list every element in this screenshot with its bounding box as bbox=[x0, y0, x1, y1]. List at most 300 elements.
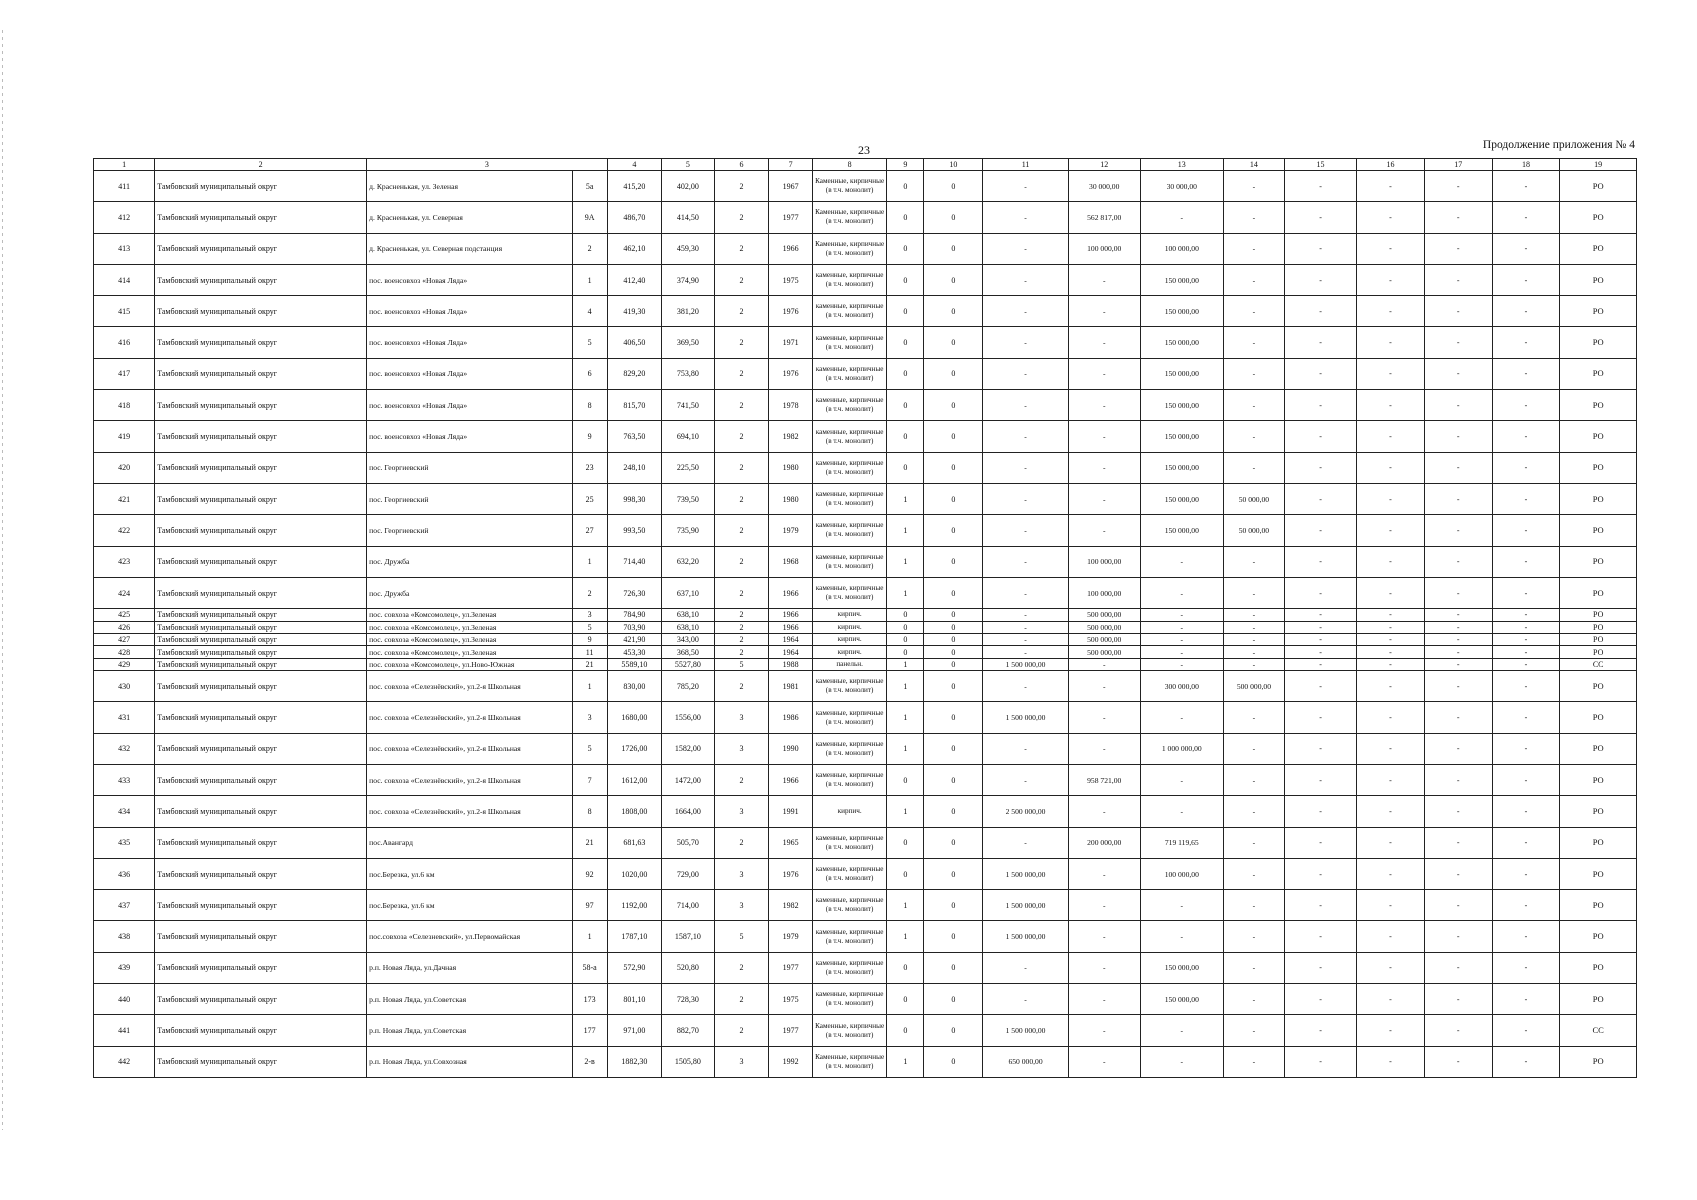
cost-14: - bbox=[1223, 233, 1284, 264]
flag-9: 0 bbox=[887, 633, 924, 645]
table-row bbox=[94, 765, 1637, 796]
column-number-header: 11 bbox=[983, 159, 1068, 171]
house-number: 7 bbox=[572, 765, 607, 796]
cost-15: - bbox=[1285, 658, 1357, 670]
wall-material: кирпич. bbox=[812, 633, 886, 645]
floors: 2 bbox=[714, 390, 769, 421]
cost-18: - bbox=[1492, 671, 1560, 702]
row-number: 442 bbox=[94, 1046, 155, 1077]
flag-10: 0 bbox=[924, 671, 983, 702]
program-code: РО bbox=[1560, 609, 1637, 621]
flag-10: 0 bbox=[924, 858, 983, 889]
wall-material: каменные, кирпичные (в т.ч. монолит) bbox=[812, 327, 886, 358]
cost-16: - bbox=[1357, 171, 1425, 202]
cost-17: - bbox=[1424, 483, 1492, 514]
cost-12: - bbox=[1068, 671, 1140, 702]
cost-17: - bbox=[1424, 796, 1492, 827]
house-number: 92 bbox=[572, 858, 607, 889]
wall-material: каменные, кирпичные (в т.ч. монолит) bbox=[812, 358, 886, 389]
table-row bbox=[94, 577, 1637, 608]
cost-13: - bbox=[1140, 765, 1223, 796]
column-number-header: 19 bbox=[1560, 159, 1637, 171]
cost-18: - bbox=[1492, 358, 1560, 389]
cost-17: - bbox=[1424, 609, 1492, 621]
cost-12: - bbox=[1068, 733, 1140, 764]
total-area: 763,50 bbox=[607, 421, 662, 452]
floors: 2 bbox=[714, 358, 769, 389]
wall-material: каменные, кирпичные (в т.ч. монолит) bbox=[812, 952, 886, 983]
year-built: 1978 bbox=[769, 390, 813, 421]
program-code: РО bbox=[1560, 671, 1637, 702]
house-number: 2 bbox=[572, 577, 607, 608]
wall-material: каменные, кирпичные (в т.ч. монолит) bbox=[812, 577, 886, 608]
cost-13: - bbox=[1140, 646, 1223, 658]
row-number: 441 bbox=[94, 1015, 155, 1046]
address: р.п. Новая Ляда, ул.Совхозная bbox=[367, 1046, 572, 1077]
total-area: 412,40 bbox=[607, 264, 662, 295]
district: Тамбовский муниципальный округ bbox=[155, 765, 367, 796]
program-code: РО bbox=[1560, 421, 1637, 452]
cost-15: - bbox=[1285, 621, 1357, 633]
cost-11: - bbox=[983, 296, 1068, 327]
address: пос. военсовхоз «Новая Ляда» bbox=[367, 264, 572, 295]
flag-10: 0 bbox=[924, 702, 983, 733]
row-number: 414 bbox=[94, 264, 155, 295]
cost-12: 562 817,00 bbox=[1068, 202, 1140, 233]
flag-9: 1 bbox=[887, 733, 924, 764]
floors: 2 bbox=[714, 952, 769, 983]
cost-17: - bbox=[1424, 421, 1492, 452]
row-number: 432 bbox=[94, 733, 155, 764]
cost-15: - bbox=[1285, 952, 1357, 983]
cost-12: 100 000,00 bbox=[1068, 233, 1140, 264]
cost-11: - bbox=[983, 733, 1068, 764]
cost-17: - bbox=[1424, 827, 1492, 858]
living-area: 728,30 bbox=[662, 984, 714, 1015]
cost-14: 50 000,00 bbox=[1223, 483, 1284, 514]
district: Тамбовский муниципальный округ bbox=[155, 358, 367, 389]
cost-14: - bbox=[1223, 633, 1284, 645]
program-code: РО bbox=[1560, 358, 1637, 389]
cost-12: - bbox=[1068, 515, 1140, 546]
cost-14: - bbox=[1223, 702, 1284, 733]
floors: 2 bbox=[714, 621, 769, 633]
living-area: 1664,00 bbox=[662, 796, 714, 827]
wall-material: Каменные, кирпичные (в т.ч. монолит) bbox=[812, 233, 886, 264]
cost-14: - bbox=[1223, 264, 1284, 295]
house-number: 1 bbox=[572, 921, 607, 952]
cost-14: - bbox=[1223, 952, 1284, 983]
address: пос.Березка, ул.6 км bbox=[367, 890, 572, 921]
year-built: 1980 bbox=[769, 452, 813, 483]
district: Тамбовский муниципальный округ bbox=[155, 671, 367, 702]
table-row bbox=[94, 621, 1637, 633]
flag-9: 1 bbox=[887, 1046, 924, 1077]
address: пос. военсовхоз «Новая Ляда» bbox=[367, 358, 572, 389]
house-number: 8 bbox=[572, 390, 607, 421]
cost-17: - bbox=[1424, 515, 1492, 546]
program-code: РО bbox=[1560, 327, 1637, 358]
district: Тамбовский муниципальный округ bbox=[155, 452, 367, 483]
living-area: 1582,00 bbox=[662, 733, 714, 764]
cost-11: - bbox=[983, 233, 1068, 264]
total-area: 5589,10 bbox=[607, 658, 662, 670]
district: Тамбовский муниципальный округ bbox=[155, 858, 367, 889]
district: Тамбовский муниципальный округ bbox=[155, 921, 367, 952]
cost-14: - bbox=[1223, 827, 1284, 858]
program-code: РО bbox=[1560, 546, 1637, 577]
table-row bbox=[94, 984, 1637, 1015]
cost-14: - bbox=[1223, 171, 1284, 202]
cost-17: - bbox=[1424, 671, 1492, 702]
cost-16: - bbox=[1357, 452, 1425, 483]
cost-18: - bbox=[1492, 646, 1560, 658]
floors: 2 bbox=[714, 546, 769, 577]
flag-10: 0 bbox=[924, 358, 983, 389]
cost-14: - bbox=[1223, 390, 1284, 421]
living-area: 381,20 bbox=[662, 296, 714, 327]
table-row bbox=[94, 658, 1637, 670]
cost-12: - bbox=[1068, 358, 1140, 389]
cost-15: - bbox=[1285, 327, 1357, 358]
cost-18: - bbox=[1492, 633, 1560, 645]
address: д. Красненькая, ул. Северная подстанция bbox=[367, 233, 572, 264]
table-row bbox=[94, 421, 1637, 452]
cost-16: - bbox=[1357, 1046, 1425, 1077]
flag-10: 0 bbox=[924, 658, 983, 670]
flag-9: 0 bbox=[887, 765, 924, 796]
cost-12: 100 000,00 bbox=[1068, 577, 1140, 608]
page-number: 23 bbox=[858, 143, 870, 157]
district: Тамбовский муниципальный округ bbox=[155, 233, 367, 264]
cost-13: 150 000,00 bbox=[1140, 452, 1223, 483]
row-number: 429 bbox=[94, 658, 155, 670]
address: пос. Георгиевский bbox=[367, 483, 572, 514]
row-number: 434 bbox=[94, 796, 155, 827]
cost-11: - bbox=[983, 421, 1068, 452]
flag-10: 0 bbox=[924, 952, 983, 983]
living-area: 637,10 bbox=[662, 577, 714, 608]
cost-16: - bbox=[1357, 233, 1425, 264]
year-built: 1965 bbox=[769, 827, 813, 858]
cost-14: - bbox=[1223, 621, 1284, 633]
year-built: 1966 bbox=[769, 577, 813, 608]
year-built: 1977 bbox=[769, 1015, 813, 1046]
district: Тамбовский муниципальный округ bbox=[155, 515, 367, 546]
flag-9: 0 bbox=[887, 984, 924, 1015]
cost-18: - bbox=[1492, 264, 1560, 295]
house-number: 1 bbox=[572, 264, 607, 295]
address: пос. совхоза «Комсомолец», ул.Ново-Южная bbox=[367, 658, 572, 670]
year-built: 1990 bbox=[769, 733, 813, 764]
cost-12: 500 000,00 bbox=[1068, 633, 1140, 645]
living-area: 739,50 bbox=[662, 483, 714, 514]
district: Тамбовский муниципальный округ bbox=[155, 483, 367, 514]
cost-11: 2 500 000,00 bbox=[983, 796, 1068, 827]
cost-16: - bbox=[1357, 483, 1425, 514]
wall-material: каменные, кирпичные (в т.ч. монолит) bbox=[812, 827, 886, 858]
cost-13: 30 000,00 bbox=[1140, 171, 1223, 202]
address: д. Красненькая, ул. Северная bbox=[367, 202, 572, 233]
cost-18: - bbox=[1492, 765, 1560, 796]
flag-9: 0 bbox=[887, 421, 924, 452]
cost-16: - bbox=[1357, 621, 1425, 633]
row-number: 420 bbox=[94, 452, 155, 483]
table-row bbox=[94, 327, 1637, 358]
cost-12: 200 000,00 bbox=[1068, 827, 1140, 858]
house-number: 58-а bbox=[572, 952, 607, 983]
cost-15: - bbox=[1285, 515, 1357, 546]
total-area: 714,40 bbox=[607, 546, 662, 577]
column-number-header: 15 bbox=[1285, 159, 1357, 171]
table-body bbox=[94, 171, 1637, 1078]
cost-11: - bbox=[983, 577, 1068, 608]
program-code: СС bbox=[1560, 658, 1637, 670]
column-number-row bbox=[94, 159, 1637, 171]
district: Тамбовский муниципальный округ bbox=[155, 421, 367, 452]
cost-15: - bbox=[1285, 202, 1357, 233]
housing-register-table bbox=[93, 158, 1637, 1078]
program-code: РО bbox=[1560, 390, 1637, 421]
flag-9: 1 bbox=[887, 483, 924, 514]
row-number: 423 bbox=[94, 546, 155, 577]
district: Тамбовский муниципальный округ bbox=[155, 952, 367, 983]
year-built: 1979 bbox=[769, 921, 813, 952]
program-code: РО bbox=[1560, 702, 1637, 733]
row-number: 439 bbox=[94, 952, 155, 983]
program-code: РО bbox=[1560, 952, 1637, 983]
table-row bbox=[94, 921, 1637, 952]
house-number: 5 bbox=[572, 327, 607, 358]
house-number: 2 bbox=[572, 233, 607, 264]
cost-16: - bbox=[1357, 421, 1425, 452]
district: Тамбовский муниципальный округ bbox=[155, 633, 367, 645]
address: пос. военсовхоз «Новая Ляда» bbox=[367, 327, 572, 358]
cost-11: - bbox=[983, 646, 1068, 658]
cost-15: - bbox=[1285, 421, 1357, 452]
cost-12: - bbox=[1068, 890, 1140, 921]
cost-15: - bbox=[1285, 671, 1357, 702]
flag-10: 0 bbox=[924, 633, 983, 645]
address: пос. совхоза «Селезнёвский», ул.2-я Школьная bbox=[367, 733, 572, 764]
flag-9: 0 bbox=[887, 452, 924, 483]
flag-10: 0 bbox=[924, 827, 983, 858]
cost-14: - bbox=[1223, 921, 1284, 952]
floors: 2 bbox=[714, 202, 769, 233]
flag-10: 0 bbox=[924, 390, 983, 421]
table-row bbox=[94, 609, 1637, 621]
cost-11: - bbox=[983, 202, 1068, 233]
total-area: 830,00 bbox=[607, 671, 662, 702]
flag-10: 0 bbox=[924, 733, 983, 764]
cost-13: - bbox=[1140, 1015, 1223, 1046]
flag-9: 1 bbox=[887, 658, 924, 670]
column-number-header: 5 bbox=[662, 159, 714, 171]
cost-13: - bbox=[1140, 621, 1223, 633]
flag-9: 0 bbox=[887, 327, 924, 358]
cost-11: - bbox=[983, 515, 1068, 546]
house-number: 5а bbox=[572, 171, 607, 202]
wall-material: каменные, кирпичные (в т.ч. монолит) bbox=[812, 765, 886, 796]
table-row bbox=[94, 1046, 1637, 1077]
cost-14: - bbox=[1223, 609, 1284, 621]
cost-11: - bbox=[983, 358, 1068, 389]
cost-15: - bbox=[1285, 452, 1357, 483]
table-row bbox=[94, 796, 1637, 827]
table-row bbox=[94, 202, 1637, 233]
total-area: 486,70 bbox=[607, 202, 662, 233]
district: Тамбовский муниципальный округ bbox=[155, 796, 367, 827]
cost-11: - bbox=[983, 171, 1068, 202]
cost-18: - bbox=[1492, 233, 1560, 264]
total-area: 1808,00 bbox=[607, 796, 662, 827]
cost-18: - bbox=[1492, 577, 1560, 608]
floors: 2 bbox=[714, 646, 769, 658]
living-area: 638,10 bbox=[662, 609, 714, 621]
cost-14: - bbox=[1223, 452, 1284, 483]
cost-16: - bbox=[1357, 577, 1425, 608]
year-built: 1988 bbox=[769, 658, 813, 670]
column-number-header: 6 bbox=[714, 159, 769, 171]
cost-16: - bbox=[1357, 702, 1425, 733]
flag-10: 0 bbox=[924, 921, 983, 952]
row-number: 435 bbox=[94, 827, 155, 858]
living-area: 1472,00 bbox=[662, 765, 714, 796]
cost-18: - bbox=[1492, 796, 1560, 827]
cost-17: - bbox=[1424, 633, 1492, 645]
year-built: 1976 bbox=[769, 858, 813, 889]
flag-10: 0 bbox=[924, 452, 983, 483]
flag-10: 0 bbox=[924, 515, 983, 546]
table-row bbox=[94, 452, 1637, 483]
cost-18: - bbox=[1492, 515, 1560, 546]
total-area: 1726,00 bbox=[607, 733, 662, 764]
living-area: 753,80 bbox=[662, 358, 714, 389]
cost-13: 100 000,00 bbox=[1140, 858, 1223, 889]
cost-14: 50 000,00 bbox=[1223, 515, 1284, 546]
flag-9: 0 bbox=[887, 952, 924, 983]
cost-18: - bbox=[1492, 827, 1560, 858]
floors: 5 bbox=[714, 921, 769, 952]
address: р.п. Новая Ляда, ул.Советская bbox=[367, 984, 572, 1015]
floors: 2 bbox=[714, 984, 769, 1015]
cost-11: 1 500 000,00 bbox=[983, 1015, 1068, 1046]
cost-17: - bbox=[1424, 546, 1492, 577]
house-number: 3 bbox=[572, 702, 607, 733]
cost-11: - bbox=[983, 671, 1068, 702]
flag-9: 0 bbox=[887, 233, 924, 264]
flag-10: 0 bbox=[924, 646, 983, 658]
table-row bbox=[94, 633, 1637, 645]
living-area: 694,10 bbox=[662, 421, 714, 452]
cost-15: - bbox=[1285, 296, 1357, 327]
column-number-header: 16 bbox=[1357, 159, 1425, 171]
cost-15: - bbox=[1285, 233, 1357, 264]
flag-9: 1 bbox=[887, 921, 924, 952]
cost-11: 1 500 000,00 bbox=[983, 702, 1068, 733]
program-code: РО bbox=[1560, 733, 1637, 764]
wall-material: Каменные, кирпичные (в т.ч. монолит) bbox=[812, 171, 886, 202]
cost-17: - bbox=[1424, 921, 1492, 952]
address: пос. совхоза «Селезнёвский», ул.2-я Школьная bbox=[367, 671, 572, 702]
cost-11: - bbox=[983, 452, 1068, 483]
house-number: 21 bbox=[572, 827, 607, 858]
total-area: 998,30 bbox=[607, 483, 662, 514]
year-built: 1968 bbox=[769, 546, 813, 577]
living-area: 735,90 bbox=[662, 515, 714, 546]
cost-18: - bbox=[1492, 952, 1560, 983]
total-area: 406,50 bbox=[607, 327, 662, 358]
floors: 2 bbox=[714, 515, 769, 546]
living-area: 368,50 bbox=[662, 646, 714, 658]
year-built: 1971 bbox=[769, 327, 813, 358]
cost-16: - bbox=[1357, 327, 1425, 358]
program-code: РО bbox=[1560, 796, 1637, 827]
cost-15: - bbox=[1285, 546, 1357, 577]
row-number: 411 bbox=[94, 171, 155, 202]
cost-12: - bbox=[1068, 390, 1140, 421]
cost-11: 1 500 000,00 bbox=[983, 658, 1068, 670]
cost-12: - bbox=[1068, 452, 1140, 483]
house-number: 9 bbox=[572, 421, 607, 452]
cost-13: 100 000,00 bbox=[1140, 233, 1223, 264]
cost-13: 150 000,00 bbox=[1140, 264, 1223, 295]
total-area: 1882,30 bbox=[607, 1046, 662, 1077]
cost-16: - bbox=[1357, 658, 1425, 670]
cost-12: 100 000,00 bbox=[1068, 546, 1140, 577]
cost-18: - bbox=[1492, 658, 1560, 670]
cost-16: - bbox=[1357, 1015, 1425, 1046]
district: Тамбовский муниципальный округ bbox=[155, 827, 367, 858]
cost-13: 150 000,00 bbox=[1140, 483, 1223, 514]
living-area: 402,00 bbox=[662, 171, 714, 202]
wall-material: каменные, кирпичные (в т.ч. монолит) bbox=[812, 421, 886, 452]
total-area: 462,10 bbox=[607, 233, 662, 264]
house-number: 27 bbox=[572, 515, 607, 546]
cost-13: - bbox=[1140, 1046, 1223, 1077]
cost-12: - bbox=[1068, 1015, 1140, 1046]
cost-15: - bbox=[1285, 171, 1357, 202]
cost-18: - bbox=[1492, 171, 1560, 202]
table-row bbox=[94, 358, 1637, 389]
cost-16: - bbox=[1357, 633, 1425, 645]
district: Тамбовский муниципальный округ bbox=[155, 609, 367, 621]
row-number: 433 bbox=[94, 765, 155, 796]
row-number: 424 bbox=[94, 577, 155, 608]
row-number: 425 bbox=[94, 609, 155, 621]
year-built: 1975 bbox=[769, 984, 813, 1015]
year-built: 1976 bbox=[769, 296, 813, 327]
year-built: 1976 bbox=[769, 358, 813, 389]
cost-17: - bbox=[1424, 952, 1492, 983]
total-area: 784,90 bbox=[607, 609, 662, 621]
floors: 3 bbox=[714, 890, 769, 921]
cost-13: 150 000,00 bbox=[1140, 421, 1223, 452]
cost-12: - bbox=[1068, 984, 1140, 1015]
cost-16: - bbox=[1357, 515, 1425, 546]
floors: 2 bbox=[714, 633, 769, 645]
address: пос. совхоза «Комсомолец», ул.Зеленая bbox=[367, 621, 572, 633]
wall-material: каменные, кирпичные (в т.ч. монолит) bbox=[812, 984, 886, 1015]
cost-13: - bbox=[1140, 633, 1223, 645]
address: пос. совхоза «Селезнёвский», ул.2-я Школьная bbox=[367, 702, 572, 733]
cost-14: - bbox=[1223, 546, 1284, 577]
cost-16: - bbox=[1357, 358, 1425, 389]
cost-12: - bbox=[1068, 702, 1140, 733]
table-row bbox=[94, 546, 1637, 577]
house-number: 97 bbox=[572, 890, 607, 921]
table-row bbox=[94, 171, 1637, 202]
